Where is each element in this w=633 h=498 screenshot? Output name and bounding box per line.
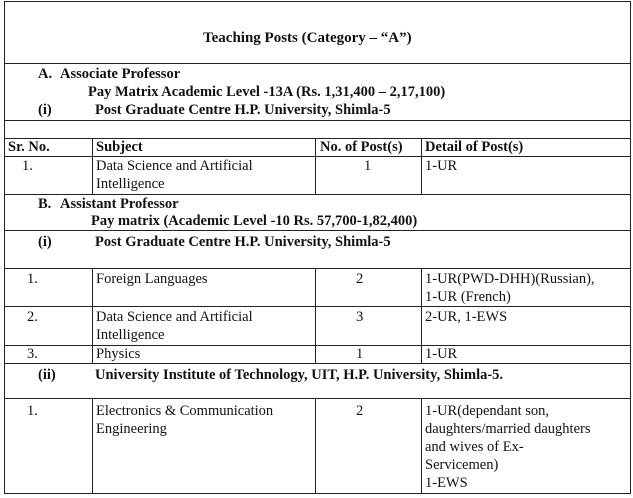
table-row-cell-detail: 1-UR(PWD-DHH)(Russian), <box>425 271 595 287</box>
rule-header-bottom <box>4 156 631 157</box>
rule-row-b1-bottom <box>4 306 631 307</box>
section-b-sub2-num: (ii) <box>38 367 56 383</box>
table-row-cell-sr: 3. <box>27 346 38 362</box>
col-sep-2a <box>315 138 316 194</box>
table-row-cell-subject: Foreign Languages <box>96 271 208 287</box>
rule-bottom <box>4 493 631 494</box>
rule-after-sub-b2 <box>4 398 631 399</box>
section-a-sub-name: Post Graduate Centre H.P. University, Shimla-5 <box>95 102 391 118</box>
page-title: Teaching Posts (Category – “A”) <box>203 30 412 46</box>
rule-after-sub-a <box>4 120 631 121</box>
table-row-cell-detail: 2-UR, 1-EWS <box>425 309 508 325</box>
col-sep-3c <box>421 398 422 493</box>
col-sep-2b <box>315 268 316 363</box>
rule-right <box>630 1 631 494</box>
section-b-label: B. <box>38 196 52 212</box>
table-row-cell-subject: Electronics & Communication <box>96 403 274 419</box>
table-row-cell-posts: 3 <box>356 309 364 325</box>
rule-row-a1-bottom <box>4 194 631 195</box>
table-row-cell-subject-2: Intelligence <box>96 327 165 343</box>
table-row-cell-posts: 2 <box>356 271 364 287</box>
rule-top <box>4 1 631 2</box>
section-b-pay: Pay matrix (Academic Level -10 Rs. 57,700-1,82,400) <box>91 213 418 229</box>
col-header-detail: Detail of Post(s) <box>425 139 524 155</box>
table-row-cell-subject: Data Science and Artificial <box>96 309 253 325</box>
table-row-cell-posts: 1 <box>364 158 372 174</box>
col-header-subject: Subject <box>96 139 143 155</box>
col-sep-1a <box>92 138 93 194</box>
section-b-sub2-name: University Institute of Technology, UIT, H.P. University, Shimla-5. <box>95 367 504 383</box>
section-a-pay: Pay Matrix Academic Level -13A (Rs. 1,31,400 – 2,17,100) <box>88 84 446 100</box>
table-row-cell-subject: Data Science and Artificial <box>96 158 253 174</box>
table-row-cell-detail: 1-UR <box>425 346 458 362</box>
col-sep-2c <box>315 398 316 493</box>
rule-after-sub-b1 <box>4 268 631 269</box>
table-row-cell-sr: 1. <box>22 158 33 174</box>
table-row-cell-detail-2: 1-UR (French) <box>425 289 511 305</box>
section-a-label: A. <box>38 66 53 82</box>
table-row-cell-detail-5: 1-EWS <box>425 475 468 491</box>
section-b-sub1-num: (i) <box>38 234 52 250</box>
col-header-sr: Sr. No. <box>8 139 50 155</box>
table-row-cell-detail-4: Servicemen) <box>425 457 499 473</box>
col-sep-1c <box>92 398 93 493</box>
table-row-cell-detail: 1-UR <box>425 158 458 174</box>
section-b-sub1-name: Post Graduate Centre H.P. University, Shimla-5 <box>95 234 391 250</box>
section-a-heading: Associate Professor <box>60 66 181 82</box>
col-sep-3a <box>421 138 422 194</box>
rule-row-b3-bottom <box>4 363 631 364</box>
table-row-cell-posts: 1 <box>356 346 364 362</box>
col-sep-3b <box>421 268 422 363</box>
rule-after-pay-b <box>4 230 631 231</box>
rule-after-title <box>4 63 631 64</box>
table-row-cell-detail: 1-UR(dependant son, <box>425 403 550 419</box>
col-header-posts: No. of Post(s) <box>320 139 403 155</box>
col-sep-1b <box>92 268 93 363</box>
rule-left <box>4 1 5 494</box>
table-row-cell-subject-2: Intelligence <box>96 176 165 192</box>
table-row-cell-subject-2: Engineering <box>96 421 167 437</box>
table-row-cell-detail-3: and wives of Ex- <box>425 439 524 455</box>
table-row-cell-sr: 2. <box>27 309 38 325</box>
table-row-cell-subject: Physics <box>96 346 141 362</box>
table-row-cell-sr: 1. <box>27 271 38 287</box>
table-row-cell-sr: 1. <box>27 403 38 419</box>
table-row-cell-detail-2: daughters/married daughters <box>425 421 591 437</box>
section-a-sub-num: (i) <box>38 102 52 118</box>
table-row-cell-posts: 2 <box>356 403 364 419</box>
section-b-heading: Assistant Professor <box>60 196 179 212</box>
